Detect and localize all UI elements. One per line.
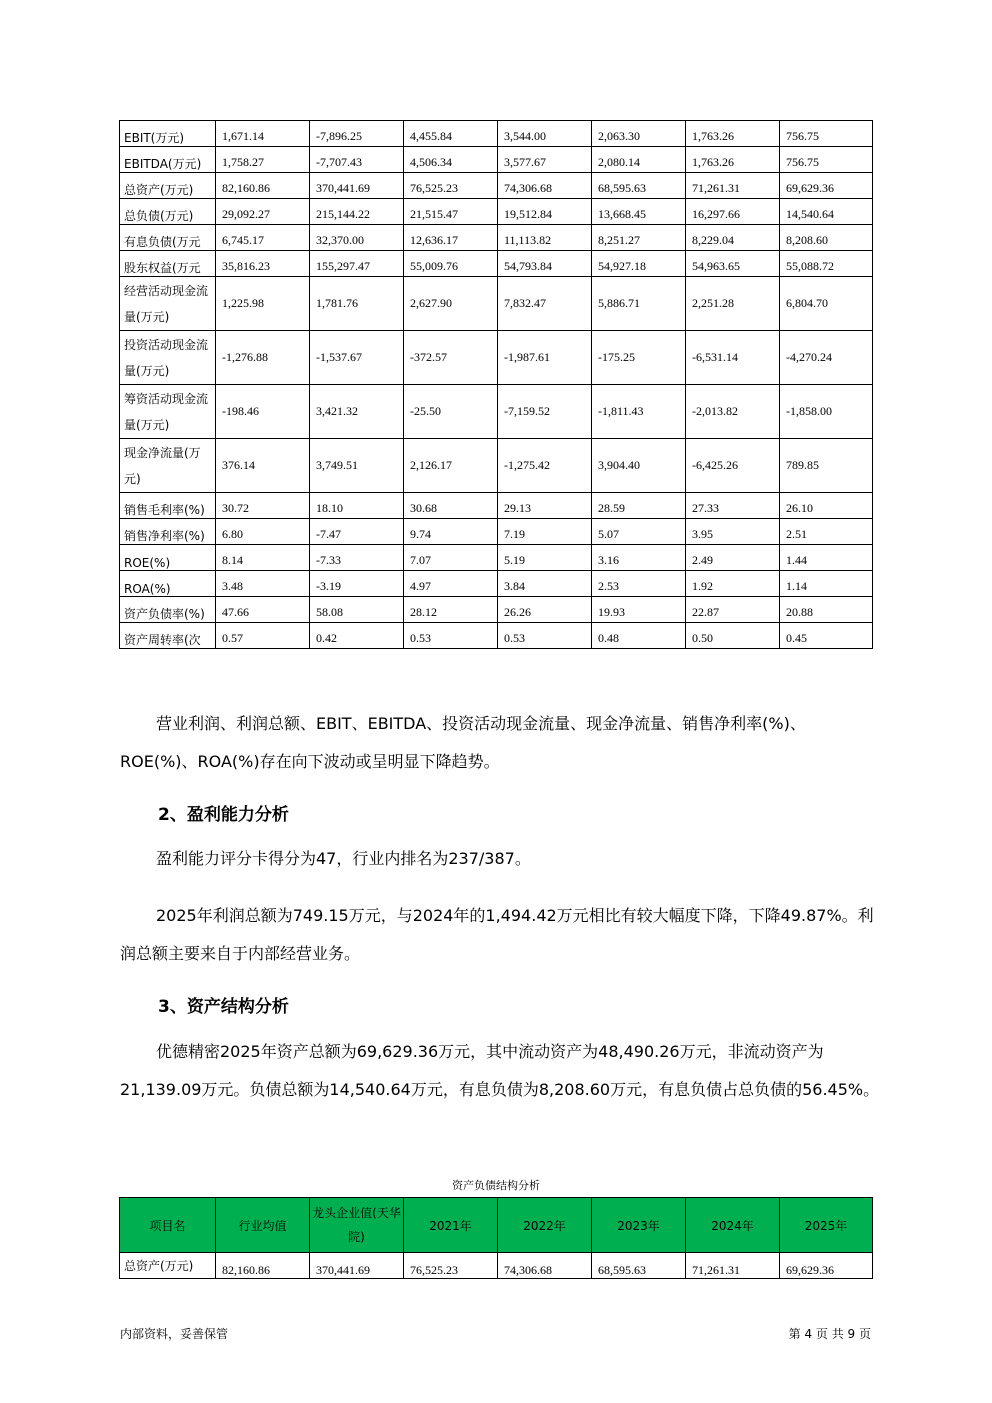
row-label: 筹资活动现金流量(万元)	[120, 385, 216, 439]
row-label: 投资活动现金流量(万元)	[120, 331, 216, 385]
table-cell: 16,297.66	[686, 199, 780, 225]
table-cell: 0.53	[404, 623, 498, 649]
table-cell: -198.46	[216, 385, 310, 439]
table-cell: 0.57	[216, 623, 310, 649]
table-cell: 30.68	[404, 493, 498, 519]
table-cell: 2.49	[686, 545, 780, 571]
table-cell: 3.84	[498, 571, 592, 597]
table-cell: 35,816.23	[216, 251, 310, 277]
table-cell: 3,544.00	[498, 121, 592, 147]
row-label: EBIT(万元)	[120, 121, 216, 147]
table-cell: -6,531.14	[686, 331, 780, 385]
table-cell: 789.85	[780, 439, 873, 493]
table-cell: -1,987.61	[498, 331, 592, 385]
table-cell: -6,425.26	[686, 439, 780, 493]
table-cell: -7,896.25	[310, 121, 404, 147]
table-cell: 74,306.68	[498, 1253, 592, 1279]
table-cell: 82,160.86	[216, 173, 310, 199]
table-cell: 21,515.47	[404, 199, 498, 225]
table-cell: 2,080.14	[592, 147, 686, 173]
table-cell: 28.12	[404, 597, 498, 623]
table-cell: 8,208.60	[780, 225, 873, 251]
table-cell: -2,013.82	[686, 385, 780, 439]
table-cell: 3.95	[686, 519, 780, 545]
table-cell: -372.57	[404, 331, 498, 385]
table-cell: -1,537.67	[310, 331, 404, 385]
table-cell: -175.25	[592, 331, 686, 385]
table-cell: 376.14	[216, 439, 310, 493]
table-caption: 资产负债结构分析	[452, 1179, 540, 1192]
table-row	[120, 225, 873, 251]
table-cell: 370,441.69	[310, 173, 404, 199]
table-cell: -4,270.24	[780, 331, 873, 385]
table-cell: 2.51	[780, 519, 873, 545]
row-label: 总负债(万元)	[120, 199, 216, 225]
table-cell: 30.72	[216, 493, 310, 519]
balance-sheet-structure-table	[119, 1197, 873, 1279]
row-label: 销售净利率(%)	[120, 519, 216, 545]
column-header: 行业均值	[216, 1198, 310, 1253]
column-header: 项目名	[120, 1198, 216, 1253]
table-cell: 1.44	[780, 545, 873, 571]
table-cell: 1,781.76	[310, 277, 404, 331]
table-cell: 155,297.47	[310, 251, 404, 277]
table-cell: -1,858.00	[780, 385, 873, 439]
table-cell: 8.14	[216, 545, 310, 571]
column-header: 2021年	[404, 1198, 498, 1253]
row-label: 经营活动现金流量(万元)	[120, 277, 216, 331]
row-label: 总资产(万元)	[120, 173, 216, 199]
financial-indicator-table	[119, 120, 873, 649]
table-cell: -7.33	[310, 545, 404, 571]
profitability-score-paragraph: 盈利能力评分卡得分为47，行业内排名为237/387。	[156, 849, 531, 868]
table-cell: 55,088.72	[780, 251, 873, 277]
table-cell: 20.88	[780, 597, 873, 623]
table-cell: 22.87	[686, 597, 780, 623]
table-cell: 32,370.00	[310, 225, 404, 251]
table-cell: 7.19	[498, 519, 592, 545]
table-cell: 0.45	[780, 623, 873, 649]
table-cell: 1,763.26	[686, 147, 780, 173]
table-cell: 0.53	[498, 623, 592, 649]
table-cell: 18.10	[310, 493, 404, 519]
table-cell: 68,595.63	[592, 173, 686, 199]
table-cell: 1,758.27	[216, 147, 310, 173]
table-cell: -1,811.43	[592, 385, 686, 439]
table-row	[120, 545, 873, 571]
row-label: 现金净流量(万元)	[120, 439, 216, 493]
row-label: 股东权益(万元	[120, 251, 216, 277]
table-row	[120, 199, 873, 225]
table-header-row	[120, 1198, 873, 1253]
table-cell: 14,540.64	[780, 199, 873, 225]
table-cell: 4,506.34	[404, 147, 498, 173]
table-cell: 12,636.17	[404, 225, 498, 251]
table-cell: 8,251.27	[592, 225, 686, 251]
table-cell: 19,512.84	[498, 199, 592, 225]
table-cell: 26.10	[780, 493, 873, 519]
table-cell: 71,261.31	[686, 173, 780, 199]
table-cell: 3,749.51	[310, 439, 404, 493]
table-cell: 1,763.26	[686, 121, 780, 147]
table-cell: 3,421.32	[310, 385, 404, 439]
table-cell: 76,525.23	[404, 1253, 498, 1279]
table-cell: 9.74	[404, 519, 498, 545]
row-label: ROE(%)	[120, 545, 216, 571]
table-row	[120, 385, 873, 439]
table-cell: 54,927.18	[592, 251, 686, 277]
table-cell: 4,455.84	[404, 121, 498, 147]
table-cell: 1.92	[686, 571, 780, 597]
table-cell: -1,276.88	[216, 331, 310, 385]
section-heading-asset-structure: 3、资产结构分析	[158, 997, 289, 1017]
table-cell: -3.19	[310, 571, 404, 597]
table-cell: 29,092.27	[216, 199, 310, 225]
table-cell: 0.42	[310, 623, 404, 649]
footer-confidential-note: 内部资料，妥善保管	[120, 1327, 229, 1341]
table-cell: 76,525.23	[404, 173, 498, 199]
table-cell: 5,886.71	[592, 277, 686, 331]
profit-total-paragraph: 2025年利润总额为749.15万元，与2024年的1,494.42万元相比有较大幅度下降，下降49.87%。利润总额主要来自于内部经营业务。	[120, 906, 874, 963]
table-row	[120, 439, 873, 493]
row-label: EBITDA(万元)	[120, 147, 216, 173]
table-cell: 2,627.90	[404, 277, 498, 331]
table-cell: 69,629.36	[780, 1253, 873, 1279]
table-row	[120, 597, 873, 623]
table-cell: 2,251.28	[686, 277, 780, 331]
table-cell: 1.14	[780, 571, 873, 597]
table-cell: 7,832.47	[498, 277, 592, 331]
table-cell: 19.93	[592, 597, 686, 623]
column-header: 2024年	[686, 1198, 780, 1253]
table-row	[120, 1253, 873, 1279]
table-cell: 68,595.63	[592, 1253, 686, 1279]
trend-summary-paragraph: 营业利润、利润总额、EBIT、EBITDA、投资活动现金流量、现金净流量、销售净利率(%)、ROE(%)、ROA(%)存在向下波动或呈明显下降趋势。	[120, 714, 806, 771]
table-cell: -7.47	[310, 519, 404, 545]
table-cell: 215,144.22	[310, 199, 404, 225]
table-cell: 5.07	[592, 519, 686, 545]
row-label: 资产周转率(次	[120, 623, 216, 649]
table-cell: 58.08	[310, 597, 404, 623]
table-cell: -7,707.43	[310, 147, 404, 173]
table-cell: 54,793.84	[498, 251, 592, 277]
table-cell: 4.97	[404, 571, 498, 597]
row-label: 销售毛利率(%)	[120, 493, 216, 519]
table-cell: 71,261.31	[686, 1253, 780, 1279]
table-cell: 82,160.86	[216, 1253, 310, 1279]
table-cell: 55,009.76	[404, 251, 498, 277]
row-label: 资产负债率(%)	[120, 597, 216, 623]
table-cell: 6.80	[216, 519, 310, 545]
table-cell: 5.19	[498, 545, 592, 571]
row-label: 有息负债(万元	[120, 225, 216, 251]
table-cell: 3.48	[216, 571, 310, 597]
table-cell: 3.16	[592, 545, 686, 571]
table-cell: 28.59	[592, 493, 686, 519]
table-row	[120, 493, 873, 519]
table-row	[120, 519, 873, 545]
table-row	[120, 571, 873, 597]
table-cell: 11,113.82	[498, 225, 592, 251]
row-label: ROA(%)	[120, 571, 216, 597]
table-cell: 0.48	[592, 623, 686, 649]
table-cell: -25.50	[404, 385, 498, 439]
asset-structure-paragraph: 优德精密2025年资产总额为69,629.36万元，其中流动资产为48,490.26万元，非流动资产为21,139.09万元。负债总额为14,540.64万元，有息负债为8,208.60万元，有息负债占总负债的56.45%。	[120, 1042, 880, 1099]
table-cell: 6,745.17	[216, 225, 310, 251]
table-cell: 2,126.17	[404, 439, 498, 493]
table-cell: 3,904.40	[592, 439, 686, 493]
table-row	[120, 277, 873, 331]
column-header: 2022年	[498, 1198, 592, 1253]
table-row	[120, 623, 873, 649]
section-heading-profitability: 2、盈利能力分析	[158, 805, 289, 825]
table-cell: 3,577.67	[498, 147, 592, 173]
table-row	[120, 331, 873, 385]
table-cell: 29.13	[498, 493, 592, 519]
column-header: 2023年	[592, 1198, 686, 1253]
footer-page-number: 第 4 页 共 9 页	[788, 1327, 871, 1341]
table-cell: 26.26	[498, 597, 592, 623]
table-cell: 1,225.98	[216, 277, 310, 331]
table-cell: 370,441.69	[310, 1253, 404, 1279]
table-cell: -1,275.42	[498, 439, 592, 493]
table-cell: 74,306.68	[498, 173, 592, 199]
table-cell: 1,671.14	[216, 121, 310, 147]
table-cell: 8,229.04	[686, 225, 780, 251]
table-cell: 7.07	[404, 545, 498, 571]
table-row	[120, 121, 873, 147]
column-header: 2025年	[780, 1198, 873, 1253]
table-cell: 2.53	[592, 571, 686, 597]
table-cell: 2,063.30	[592, 121, 686, 147]
table-cell: 0.50	[686, 623, 780, 649]
column-header: 龙头企业值(天华院)	[310, 1198, 404, 1253]
row-label: 总资产(万元)	[120, 1253, 216, 1279]
table-row	[120, 251, 873, 277]
table-cell: 47.66	[216, 597, 310, 623]
table-cell: 27.33	[686, 493, 780, 519]
table-cell: 756.75	[780, 147, 873, 173]
table-cell: 54,963.65	[686, 251, 780, 277]
table-row	[120, 147, 873, 173]
table-cell: 756.75	[780, 121, 873, 147]
table-cell: 13,668.45	[592, 199, 686, 225]
table-row	[120, 173, 873, 199]
table-cell: 69,629.36	[780, 173, 873, 199]
table-cell: 6,804.70	[780, 277, 873, 331]
table-cell: -7,159.52	[498, 385, 592, 439]
